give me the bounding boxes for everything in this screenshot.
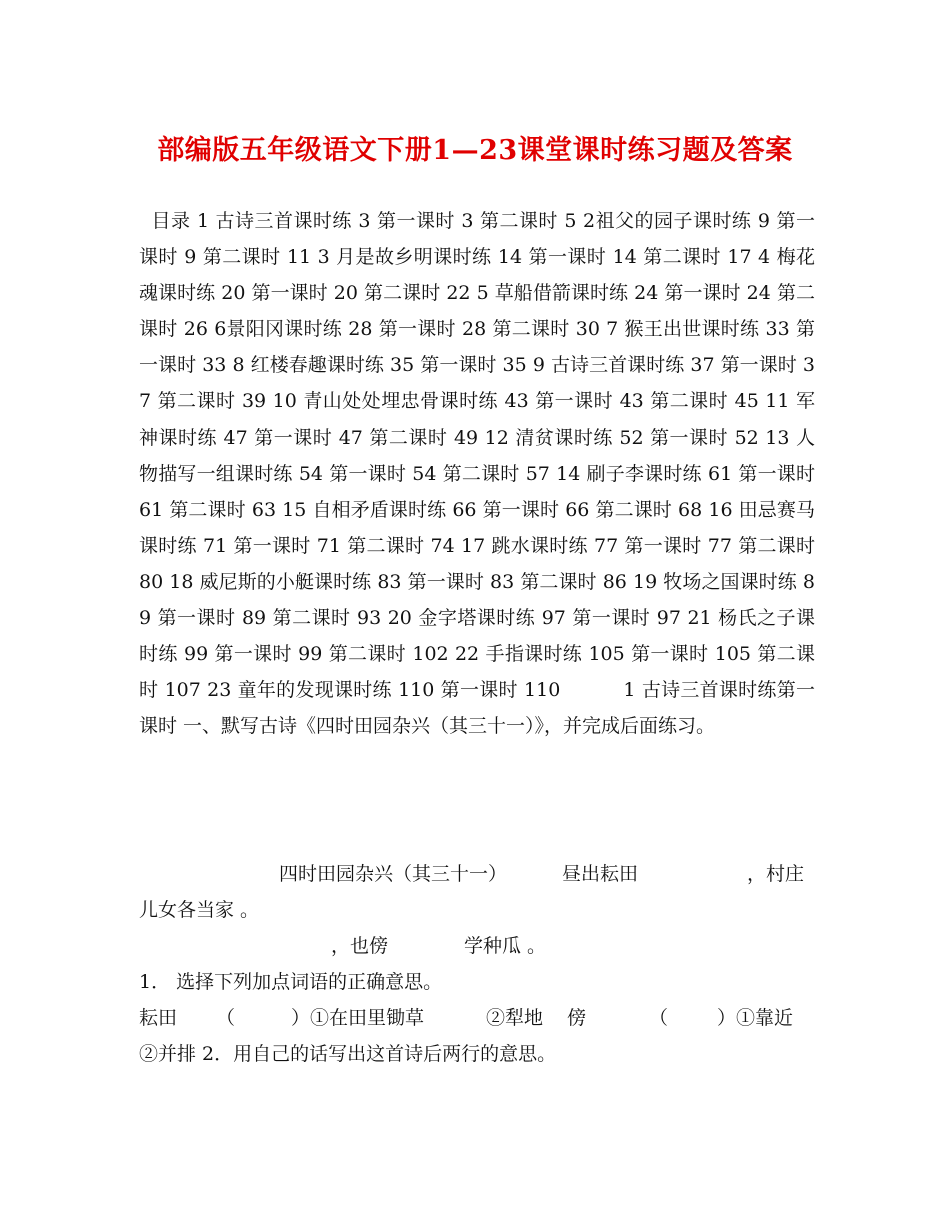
question-1-options-line xyxy=(139,1000,815,1036)
section-text: 第一课时 一、默写古诗《四时田园杂兴（其三十一）》，并完成后面练习。 xyxy=(139,679,815,738)
paren-1-close: ）①在田里锄草 xyxy=(291,1007,425,1029)
paren-2-close: ）①靠近 xyxy=(717,1007,794,1029)
word-2: 傍 xyxy=(567,1007,587,1029)
poem-line3-a: ，也傍 xyxy=(331,935,389,957)
question-1-wrap-line xyxy=(139,1036,815,1072)
question-1 xyxy=(139,964,815,1072)
poem-line2: 儿女各当家 。 xyxy=(139,899,260,921)
paren-2-open: （ xyxy=(649,1007,669,1029)
option-1b: ②犁地 xyxy=(486,1007,544,1029)
question-1-wrap: ②并排 2．用自己的话写出这首诗后两行的意思。 xyxy=(139,1043,557,1065)
question-1-prompt: 1． 选择下列加点词语的正确意思。 xyxy=(139,971,443,993)
word-1: 耘田 xyxy=(139,1007,178,1029)
poem-line3-b: 学种瓜 。 xyxy=(464,935,547,957)
question-1-prompt-line xyxy=(139,964,815,1000)
table-of-contents xyxy=(139,203,815,744)
document-title: 部编版五年级语文下册1—23课堂课时练习题及答案 xyxy=(157,135,793,166)
paren-1-open: （ xyxy=(216,1007,236,1029)
lesson-heading: 1 古诗三首课时练 xyxy=(623,679,777,702)
poem-line1-b: ，村庄 xyxy=(747,863,805,885)
poem-line1-a: 昼出耘田 xyxy=(562,863,639,885)
toc-text: 目录 1 古诗三首课时练 3 第一课时 3 第二课时 5 2祖父的园子课时练 9 第一课时 9 第二课时 11 3 月是故乡明课时练 14 第一课时 14 第二课时 17 4 梅花魂课时练 20 第一课时 20 第二课时 22 5 草船借箭课时练 24 第一课时 24 第二课时 26 6景阳冈课时练 28 第一课时 28 第二课时 30 7 猴王出世课时练 33 第一课时 33 8 红楼春趣课时练 35 第一课时 35 9 古诗三首课时练 37 第一课时 37 第二课时 39 10 青山处处埋忠骨课时练 43 第一课时 43 第二课时 45 11 军神课时练 47 第一课时 47 第二课时 49 12 清贫课时练 52 第一课时 52 13 人物描写一组课时练 54 第一课时 54 第二课时 57 14 刷子李课时练 61 第一课时 61 第二课时 63 15 自相矛盾课时练 66 第一课时 66 第二课时 68 16 田忌赛马 课时练 71 第一课时 71 第二课时 74 17 跳水课时练 77 第一课时 77 第二课时 80 18 威尼斯的小艇课时练 83 第一课时 83 第二课时 86 19 牧场之国课时练 89 第一课时 89 第二课时 93 20 金字塔课时练 97 第一课时 97 21 杨氏之子课时练 99 第一课时 99 第二课时 102 22 手指课时练 105 第一课时 105 第二课时 107 23 童年的发现课时练 110 第一课时 110 xyxy=(139,210,815,702)
poem-title: 四时田园杂兴（其三十一） xyxy=(279,863,508,885)
